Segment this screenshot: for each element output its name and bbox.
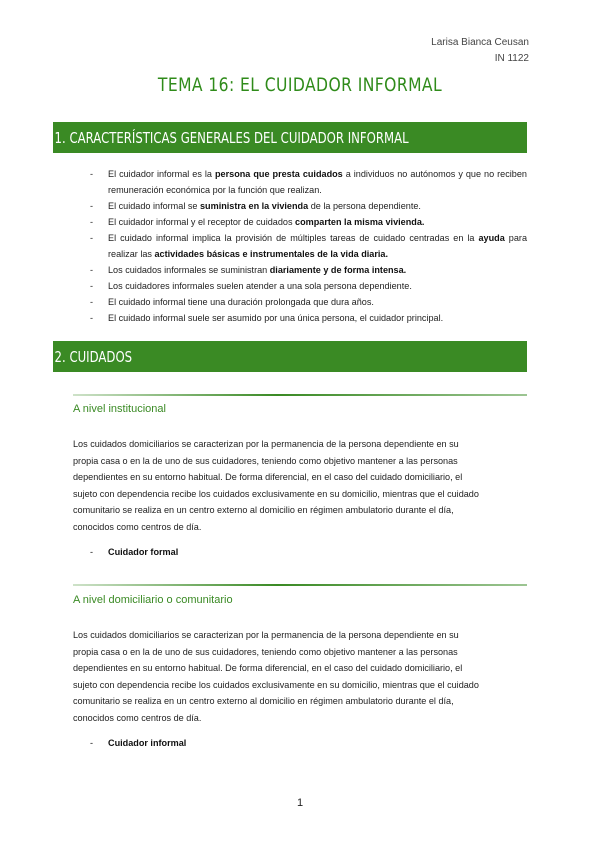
bullet-dash: - xyxy=(90,738,94,748)
paragraph-line: sujeto con dependencia recibe los cuidados exclusivamente en su domicilio, mientras que el cuidado xyxy=(73,679,479,690)
subsection-1-bullet xyxy=(90,547,178,557)
bullet-dash: - xyxy=(90,265,94,275)
bullet-dash: - xyxy=(90,313,94,323)
paragraph-line: comunitario se realiza en un centro externo al domicilio en régimen ambulatorio durante el día, xyxy=(73,505,454,515)
subsection-2-title: A nivel domiciliario o comunitario xyxy=(73,594,233,606)
paragraph-line: conocidos como centros de día. xyxy=(73,712,202,723)
paragraph-line: propia casa o en la de uno de sus cuidadores, teniendo como objetivo mantener a las personas xyxy=(73,646,458,657)
list-item-bold: actividades básicas e instrumentales de la vida diaria. xyxy=(154,249,389,259)
list-item xyxy=(90,262,527,278)
subsection-2-bullet xyxy=(90,738,186,748)
author-name: Larisa Bianca Ceusan xyxy=(431,37,529,48)
paragraph-line: Los cuidados domiciliarios se caracterizan por la permanencia de la persona dependiente en su xyxy=(73,439,459,449)
list-item-text: de la persona dependiente. xyxy=(308,201,421,211)
list-item xyxy=(90,166,527,198)
bullet-dash: - xyxy=(90,201,94,211)
subsection-divider xyxy=(73,394,527,396)
list-item-text: El cuidado informal implica la provisión de múltiples tareas de cuidado centradas en la xyxy=(108,233,479,243)
page-title: TEMA 16: EL CUIDADOR INFORMAL xyxy=(157,74,443,96)
list-item-text: a individuos no autónomos y que no reciben remuneración económica por la función que realizan. xyxy=(108,169,527,195)
section-2-title: 2. CUIDADOS xyxy=(54,347,133,366)
paragraph-line: Los cuidados domiciliarios se caracterizan por la permanencia de la persona dependiente en su xyxy=(73,630,459,640)
course-code: IN 1122 xyxy=(494,53,529,64)
list-item-bold: diariamente y de forma intensa. xyxy=(269,265,407,275)
list-item-bold: ayuda xyxy=(478,233,505,243)
list-item-text: Los cuidadores informales suelen atender a una sola persona dependiente. xyxy=(108,281,412,291)
bullet-dash: - xyxy=(90,169,94,179)
subsection-1-title: A nivel institucional xyxy=(73,403,166,415)
list-item-text: El cuidador informal es la xyxy=(108,169,215,179)
subsection-1-paragraph xyxy=(73,436,513,535)
section-2-header xyxy=(53,341,527,372)
paragraph-line: conocidos como centros de día. xyxy=(73,521,202,532)
page-number: 1 xyxy=(296,797,304,809)
bullet-dash: - xyxy=(90,217,94,227)
list-item xyxy=(90,230,527,262)
bullet-dash: - xyxy=(90,297,94,307)
paragraph-line: dependientes en su entorno habitual. De forma diferencial, en el caso del cuidado domiciliario, el xyxy=(73,472,463,482)
section-1-header xyxy=(53,122,527,153)
list-item-text: Los cuidados informales se suministran xyxy=(108,265,270,275)
paragraph-line: dependientes en su entorno habitual. De forma diferencial, en el caso del cuidado domiciliario, el xyxy=(73,663,463,673)
subsection-2-paragraph xyxy=(73,627,513,726)
bullet-dash: - xyxy=(90,281,94,291)
list-item-text: El cuidador informal y el receptor de cuidados xyxy=(108,217,296,227)
paragraph-line: comunitario se realiza en un centro externo al domicilio en régimen ambulatorio durante el día, xyxy=(73,696,454,706)
bullet-dash: - xyxy=(90,547,94,557)
list-item-bold: comparten la misma vivienda. xyxy=(295,217,425,227)
bullet-dash: - xyxy=(90,233,94,243)
list-item-text: para realizar las xyxy=(108,233,528,259)
list-item-text: El cuidado informal se xyxy=(108,201,200,211)
list-item xyxy=(90,294,527,310)
list-item xyxy=(90,198,527,214)
list-item xyxy=(90,310,527,326)
section-1-title: 1. CARACTERÍSTICAS GENERALES DEL CUIDADOR INFORMAL xyxy=(54,128,409,147)
list-item-text: El cuidado informal tiene una duración prolongada que dura años. xyxy=(108,297,374,307)
characteristics-list xyxy=(90,166,527,326)
paragraph-line: propia casa o en la de uno de sus cuidadores, teniendo como objetivo mantener a las personas xyxy=(73,455,458,466)
subsection-divider xyxy=(73,584,527,586)
list-item xyxy=(90,214,527,230)
bullet-text: Cuidador informal xyxy=(108,738,187,748)
bullet-text: Cuidador formal xyxy=(108,547,179,557)
list-item xyxy=(90,278,527,294)
list-item-bold: suministra en la vivienda xyxy=(200,201,309,211)
list-item-text: El cuidado informal suele ser asumido por una única persona, el cuidador principal. xyxy=(108,313,444,323)
list-item-bold: persona que presta cuidados xyxy=(214,169,343,179)
paragraph-line: sujeto con dependencia recibe los cuidados exclusivamente en su domicilio, mientras que el cuidado xyxy=(73,488,479,499)
